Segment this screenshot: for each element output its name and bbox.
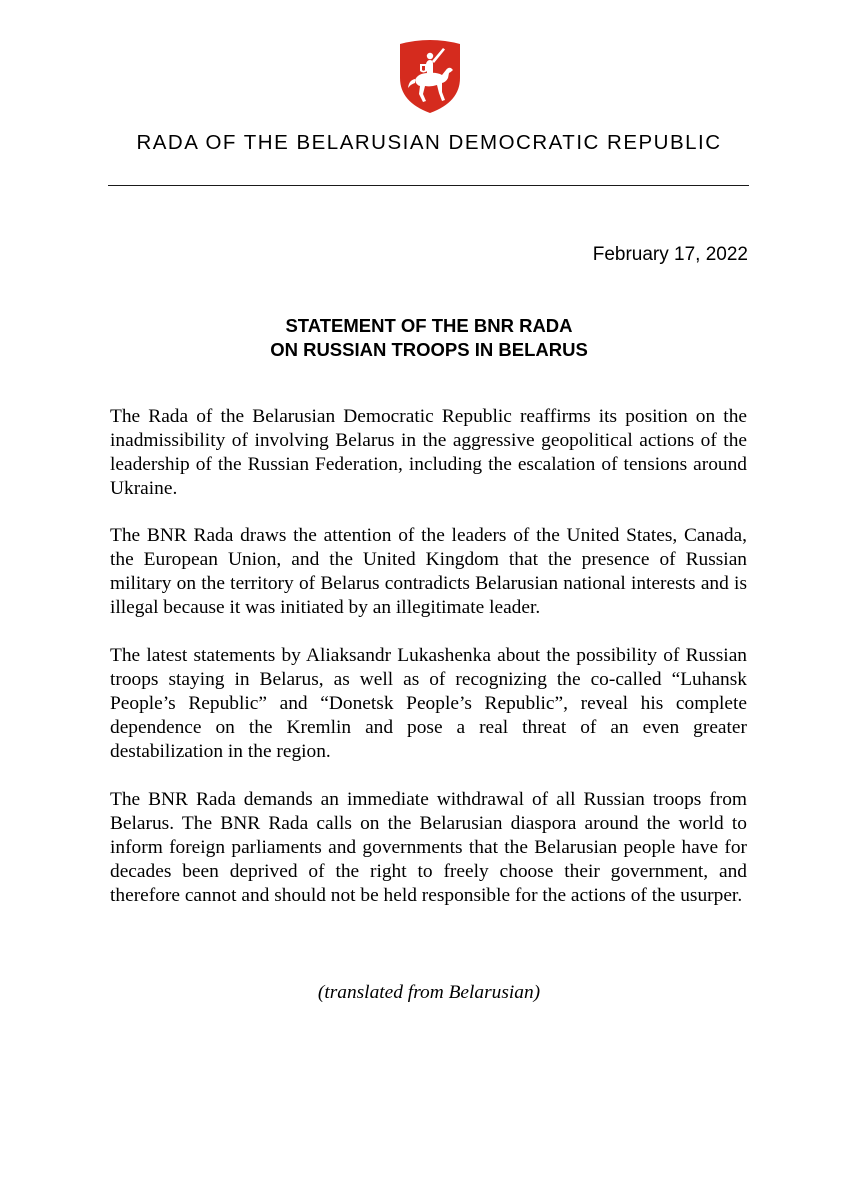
body-paragraph: The Rada of the Belarusian Democratic Republic reaffirms its position on the inadmissibility of involving Belarus in the aggressive geopolitical actions of the leadership of the Russian Federation, including the escalation of tensions around Ukraine. xyxy=(110,406,747,499)
body-paragraph: The BNR Rada draws the attention of the leaders of the United States, Canada, the European Union, and the United Kingdom that the presence of Russian military on the territory of Belarus contradicts Belarusian national interests and is illegal because it was initiated by an illegitimate leader. xyxy=(110,525,747,618)
translation-note: (translated from Belarusian) xyxy=(317,982,541,1003)
document-date: February 17, 2022 xyxy=(592,244,748,265)
statement-title-line: STATEMENT OF THE BNR RADA xyxy=(285,315,573,336)
statement-title xyxy=(0,314,848,362)
body-paragraph: The latest statements by Aliaksandr Lukashenka about the possibility of Russian troops staying in Belarus, as well as of recognizing the co-called “Luhansk People’s Republic” and “Donetsk People’s Republic”, reveal his complete dependence on the Kremlin and pose a real threat of an even greater destabilization in the region. xyxy=(110,645,747,762)
pahonia-coat-of-arms-icon xyxy=(398,40,462,114)
header-divider xyxy=(108,185,749,186)
body-paragraph: The BNR Rada demands an immediate withdrawal of all Russian troops from Belarus. The BNR Rada calls on the Belarusian diaspora around the world to inform foreign parliaments and governments that the Belarusian people have for decades been deprived of the right to freely choose their government, and therefore cannot and should not be held responsible for the actions of the usurper. xyxy=(110,789,747,906)
statement-title-line: ON RUSSIAN TROOPS IN BELARUS xyxy=(270,339,588,360)
organization-name: RADA OF THE BELARUSIAN DEMOCRATIC REPUBLIC xyxy=(136,131,722,154)
statement-body xyxy=(110,405,747,932)
